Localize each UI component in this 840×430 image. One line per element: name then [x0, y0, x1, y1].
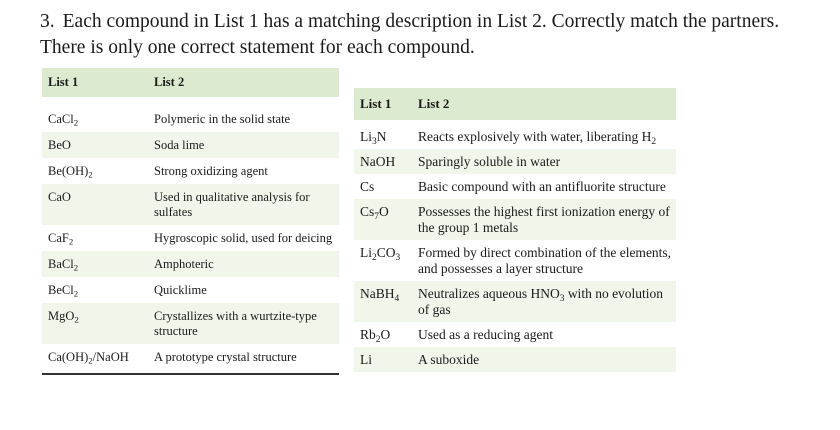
header-list-2: List 2: [154, 68, 339, 97]
compound-cell: NaBH$_4$: [354, 281, 418, 322]
table-row: [42, 97, 339, 132]
compound-cell: BeCl$_2$: [48, 283, 79, 299]
list-table-left: [42, 68, 339, 375]
table-row: [354, 322, 676, 347]
compound-cell: CaO: [42, 184, 154, 225]
question-text: [40, 9, 838, 61]
compound-cell: $Cs_7O$: [354, 199, 418, 240]
header-list-2: List 2: [418, 88, 676, 120]
description-cell: A suboxide: [418, 347, 676, 372]
list-table-right: [354, 88, 676, 372]
description-cell: Sparingly soluble in water: [418, 149, 676, 174]
table-row: [42, 344, 339, 374]
table-header-row: [354, 88, 676, 120]
compound-cell: CaCl$_2$: [48, 112, 79, 128]
description-cell: Formed by direct combination of the elements, and possesses a layer structure: [418, 245, 672, 276]
description-cell: Used as a reducing agent: [418, 327, 553, 342]
table-row: [42, 303, 339, 344]
table-body-right: [354, 120, 676, 372]
description-cell: Hygroscopic solid, used for deicing: [154, 231, 333, 245]
compound-cell: $Rb_2O$: [360, 327, 391, 345]
question-line-2: There is only one correct statement for each compound.: [40, 37, 475, 58]
description-cell: Reacts explosively with water, liberating $H_2$: [418, 129, 657, 147]
description-cell: Amphoteric: [154, 251, 339, 277]
table-row: [354, 347, 676, 372]
question-number: 3.: [40, 11, 55, 32]
compound-cell: BeO: [42, 132, 154, 158]
question-line-1: [40, 9, 838, 35]
table-header-row: [42, 68, 339, 97]
compound-cell: $Be(OH)_2$: [48, 164, 93, 180]
description-cell: A prototype crystal structure: [154, 344, 339, 374]
description-cell: Polymeric in the solid state: [154, 112, 291, 126]
compound-cell: Li: [354, 347, 418, 372]
description-cell: Used in qualitative analysis for sulfates: [154, 184, 339, 225]
compound-cell: $Li_3N$: [360, 129, 387, 147]
table-row: [42, 251, 339, 277]
table-row: [354, 174, 676, 199]
table-body-left: [42, 97, 339, 374]
table-row: [42, 277, 339, 303]
compound-cell: Cs: [360, 179, 375, 194]
table-row: [354, 281, 676, 322]
compound-cell: CaF$_2$: [48, 231, 74, 247]
table-row: [354, 240, 676, 281]
compound-cell: $Li_2CO_3$: [360, 245, 401, 263]
table-row: [354, 199, 676, 240]
table-row: [354, 149, 676, 174]
description-cell: Basic compound with an antifluorite structure: [418, 179, 666, 194]
table-row: [42, 225, 339, 251]
table-row: [42, 158, 339, 184]
header-list-1: List 1: [42, 68, 154, 97]
description-cell: Neutralizes aqueous $HNO_3$ with no evolution of gas: [418, 281, 676, 322]
table-row: [42, 184, 339, 225]
header-list-1: List 1: [354, 88, 418, 120]
description-cell: Soda lime: [154, 132, 339, 158]
compound-cell: MgO$_2$: [42, 303, 154, 344]
description-cell: Possesses the highest first ionization energy of the group 1 metals: [418, 199, 676, 240]
description-cell: Crystallizes with a wurtzite-type structure: [154, 303, 339, 344]
compound-cell: $Ca(OH)_2$/NaOH: [42, 344, 154, 374]
question-line-1-text: Each compound in List 1 has a matching description in List 2. Correctly match the partners.: [62, 11, 780, 32]
compound-cell: BaCl$_2$: [42, 251, 154, 277]
table-row: [42, 132, 339, 158]
compound-cell: NaOH: [354, 149, 418, 174]
table-row: [354, 120, 676, 149]
description-cell: Quicklime: [154, 283, 207, 297]
description-cell: Strong oxidizing agent: [154, 164, 268, 178]
